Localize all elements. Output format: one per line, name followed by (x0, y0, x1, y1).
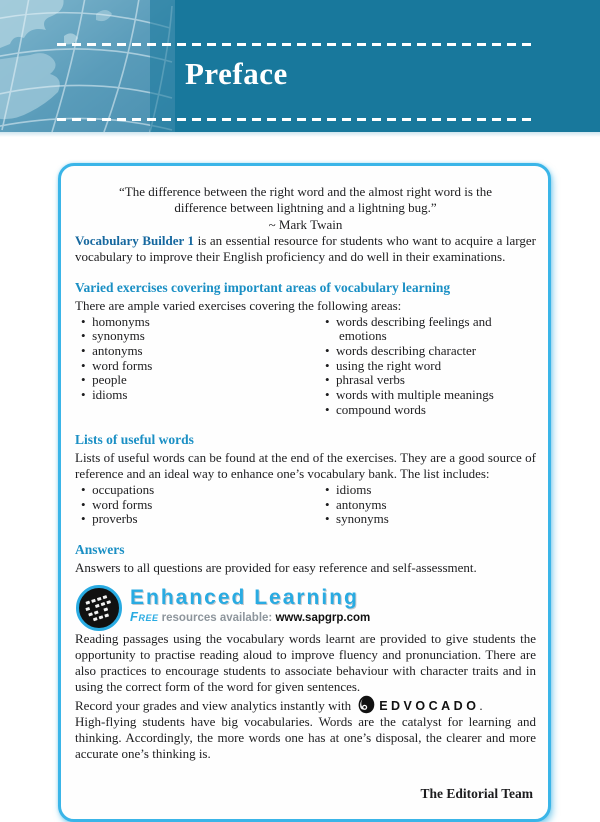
varied-exercises-intro: There are ample varied exercises covering the following areas: (75, 297, 402, 313)
free-label: Free (130, 608, 159, 624)
list-item: • homonyms (81, 315, 319, 330)
list-item: • compound words (325, 403, 536, 418)
varied-left-list (75, 315, 319, 418)
list-item: • idioms (81, 388, 319, 403)
closing-paragraph: High-flying students have big vocabularies. Words are the catalyst for learning and thinking. Accordingly, the more words one has at one’s disposal, the clearer and more accurate one’s thinking is. (75, 713, 536, 761)
list-item: • synonyms (81, 329, 319, 344)
list-item: • word forms (81, 359, 319, 374)
enhanced-learning-title: Enhanced Learning (130, 585, 359, 609)
useful-words-right-list (319, 483, 536, 527)
list-item: • words describing character (325, 344, 536, 359)
enhanced-learning-block (76, 585, 536, 631)
quote-text: “The difference between the right word and the almost right word is the difference between lightning and a lightning bug.” (118, 184, 493, 215)
dashed-divider-top (57, 43, 533, 46)
section-heading-useful-words: Lists of useful words (75, 432, 194, 448)
list-item: • synonyms (325, 512, 536, 527)
enhanced-learning-text (130, 585, 370, 625)
page-title: Preface (185, 56, 288, 91)
useful-words-bullet-columns (75, 483, 536, 527)
globe-map-icon (0, 0, 175, 132)
list-item: • antonyms (81, 344, 319, 359)
edvocado-prefix: Record your grades and view analytics instantly with (75, 697, 352, 713)
edvocado-brand: EDVOCADO (379, 698, 480, 713)
quote-attribution: ~ Mark Twain (268, 216, 343, 232)
list-item: • antonyms (325, 498, 536, 513)
answers-text: Answers to all questions are provided for easy reference and self-assessment. (75, 559, 477, 575)
list-item: • using the right word (325, 359, 536, 374)
page-header (0, 0, 600, 132)
section-heading-answers: Answers (75, 542, 125, 558)
edvocado-suffix: . (479, 697, 483, 713)
signature: The Editorial Team (420, 785, 533, 801)
intro-paragraph (75, 233, 536, 265)
header-fade-strip (0, 132, 600, 137)
list-item: • proverbs (81, 512, 319, 527)
list-item: • word forms (81, 498, 319, 513)
list-item: • idioms (325, 483, 536, 498)
varied-right-list (319, 315, 536, 418)
book-title: Vocabulary Builder 1 (75, 232, 195, 248)
enhanced-learning-description: Reading passages using the vocabulary words learnt are provided to give students the opportunity to practise reading aloud to improve fluency and pronunciation. There are also practices to encourage students to associate behaviour with character traits and in using the correct form of the word for given sentences. (75, 630, 536, 694)
list-item: • occupations (81, 483, 319, 498)
avocado-icon (357, 695, 376, 714)
preface-content-panel (58, 163, 551, 822)
list-item: • phrasal verbs (325, 373, 536, 388)
resources-available-label: resources available: (161, 611, 273, 624)
varied-exercises-bullet-columns (75, 315, 536, 418)
useful-words-left-list (75, 483, 319, 527)
edvocado-line (75, 695, 536, 714)
useful-words-intro: Lists of useful words can be found at the end of the exercises. They are a good source of reference and an ideal way to enhance one’s vocabulary bank. The list includes: (75, 450, 536, 481)
section-heading-varied-exercises: Varied exercises covering important areas of vocabulary learning (75, 279, 451, 295)
enhanced-learning-subtitle (130, 610, 370, 625)
abacus-circle-icon (76, 585, 122, 631)
list-item: • words with multiple meanings (325, 388, 536, 403)
list-item: • words describing feelings and emotions (325, 315, 536, 344)
list-item: • people (81, 373, 319, 388)
intro-paragraph-text: is an essential resource for students who want to acquire a larger vocabulary to improve their English proficiency and do well in their examinations. (75, 232, 536, 264)
dashed-divider-bottom (57, 118, 533, 121)
website-url: www.sapgrp.com (275, 611, 371, 624)
